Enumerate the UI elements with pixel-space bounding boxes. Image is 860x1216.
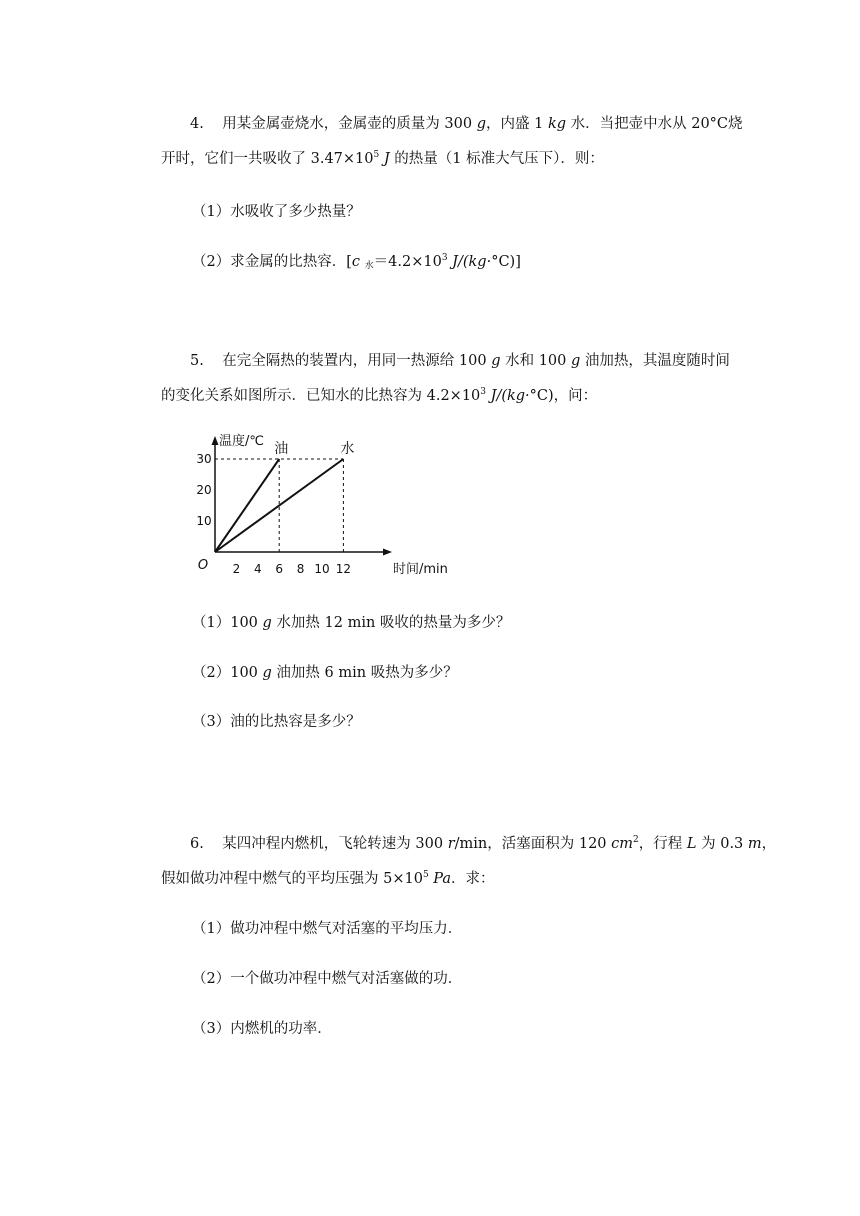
q6-line2 xyxy=(161,867,495,888)
unit-J: J xyxy=(383,151,390,167)
exponent: 5 xyxy=(422,870,429,880)
q6-sub2: （2）一个做功冲程中燃气对活塞做的功． xyxy=(192,971,463,987)
q5-text: 的变化关系如图所示．已知水的比热容为 4.2×10 xyxy=(161,388,481,404)
x-tick-label: 12 xyxy=(335,562,352,576)
x-tick-label: 4 xyxy=(253,562,262,576)
q6-text: 假如做功冲程中燃气的平均压强为 5×10 xyxy=(161,871,423,887)
series-line xyxy=(215,459,279,552)
x-axis-arrow xyxy=(383,549,392,556)
q5-sub-text: （1）100 xyxy=(192,615,263,631)
unit-g: g xyxy=(491,353,501,369)
q6-sub3: （3）内燃机的功率． xyxy=(192,1021,332,1037)
q5-number: 5. xyxy=(190,353,204,369)
q5-text: °C)，问： xyxy=(529,388,598,404)
symbol-c: c xyxy=(351,254,361,270)
exponent: 3 xyxy=(480,387,487,397)
q5-sub3: （3）油的比热容是多少？ xyxy=(192,714,361,730)
series-label: 油 xyxy=(274,441,289,457)
y-tick-label: 20 xyxy=(196,483,212,497)
temperature-time-chart xyxy=(188,428,448,588)
q4-text: 开时，它们一共吸收了 3.47×10 xyxy=(161,151,374,167)
q6-text: ，行程 xyxy=(638,836,687,852)
q4-line1 xyxy=(190,112,743,133)
unit-g: g xyxy=(262,665,272,681)
exponent: 3 xyxy=(441,253,448,263)
exponent: 5 xyxy=(373,150,380,160)
q5-sub-text: 水加热 12 min 吸收的热量为多少？ xyxy=(271,615,511,631)
unit-r: r xyxy=(447,836,455,852)
unit-g: g xyxy=(262,615,272,631)
q4-number: 4. xyxy=(190,116,204,132)
origin-label: O xyxy=(197,558,209,573)
q4-sub1: （1）水吸收了多少热量？ xyxy=(192,204,361,220)
subscript: 水 xyxy=(364,261,374,271)
unit-g: g xyxy=(571,353,581,369)
q5-line1 xyxy=(190,349,730,370)
x-tick-label: 8 xyxy=(296,562,305,576)
q5-sub2 xyxy=(192,661,458,682)
q5-text: 在完全隔热的装置内，用同一热源给 100 xyxy=(222,353,492,369)
q6-line1 xyxy=(190,832,776,853)
x-tick-label: 2 xyxy=(232,562,241,576)
q4-text: 水．当把壶中水从 20°C烧 xyxy=(566,116,743,132)
q5-text: 油加热，其温度随时间 xyxy=(580,353,730,369)
q4-line2 xyxy=(161,147,604,168)
unit-Pa: Pa xyxy=(433,871,452,887)
q6-text: ．求： xyxy=(451,871,495,887)
unit-kg: kg xyxy=(547,116,567,132)
x-tick-label: 10 xyxy=(314,562,330,576)
symbol-L: L xyxy=(686,836,697,852)
q4-sub2-text: °C)] xyxy=(491,254,521,270)
unit-m: m xyxy=(747,836,762,852)
q4-sub2-text: （2）求金属的比热容．[ xyxy=(192,254,352,270)
q6-number: 6. xyxy=(190,836,204,852)
x-axis-label: 时间/min xyxy=(393,562,448,577)
unit-g: g xyxy=(476,116,486,132)
q5-sub-text: （2）100 xyxy=(192,665,263,681)
q5-text: 水和 100 xyxy=(500,353,571,369)
x-tick-label: 6 xyxy=(275,562,284,576)
q5-sub1 xyxy=(192,611,510,632)
y-axis-label: 温度/℃ xyxy=(219,434,264,449)
q5-sub-text: 油加热 6 min 吸热为多少？ xyxy=(271,665,458,681)
y-tick-label: 30 xyxy=(196,452,212,466)
unit: J/(kg· xyxy=(452,254,492,270)
q4-text: ，内盛 1 xyxy=(485,116,548,132)
y-tick-label: 10 xyxy=(196,514,212,528)
q4-sub2-text: ＝4.2×10 xyxy=(373,254,442,270)
q6-text: ， xyxy=(761,836,777,852)
q6-text: /min，活塞面积为 120 xyxy=(454,836,612,852)
unit: J/(kg· xyxy=(490,388,530,404)
y-axis-arrow xyxy=(212,436,219,445)
q4-sub2 xyxy=(192,250,521,271)
exponent: 2 xyxy=(633,835,639,845)
q6-sub1: （1）做功冲程中燃气对活塞的平均压力． xyxy=(192,921,463,937)
series-label: 水 xyxy=(340,441,355,457)
q6-text: 某四冲程内燃机，飞轮转速为 300 xyxy=(222,836,448,852)
q6-text: 为 0.3 xyxy=(696,836,748,852)
q5-line2 xyxy=(161,384,597,405)
q4-text: 的热量（1 标准大气压下）．则： xyxy=(389,151,604,167)
unit-cm: cm xyxy=(611,836,634,852)
q4-text: 用某金属壶烧水，金属壶的质量为 300 xyxy=(222,116,477,132)
